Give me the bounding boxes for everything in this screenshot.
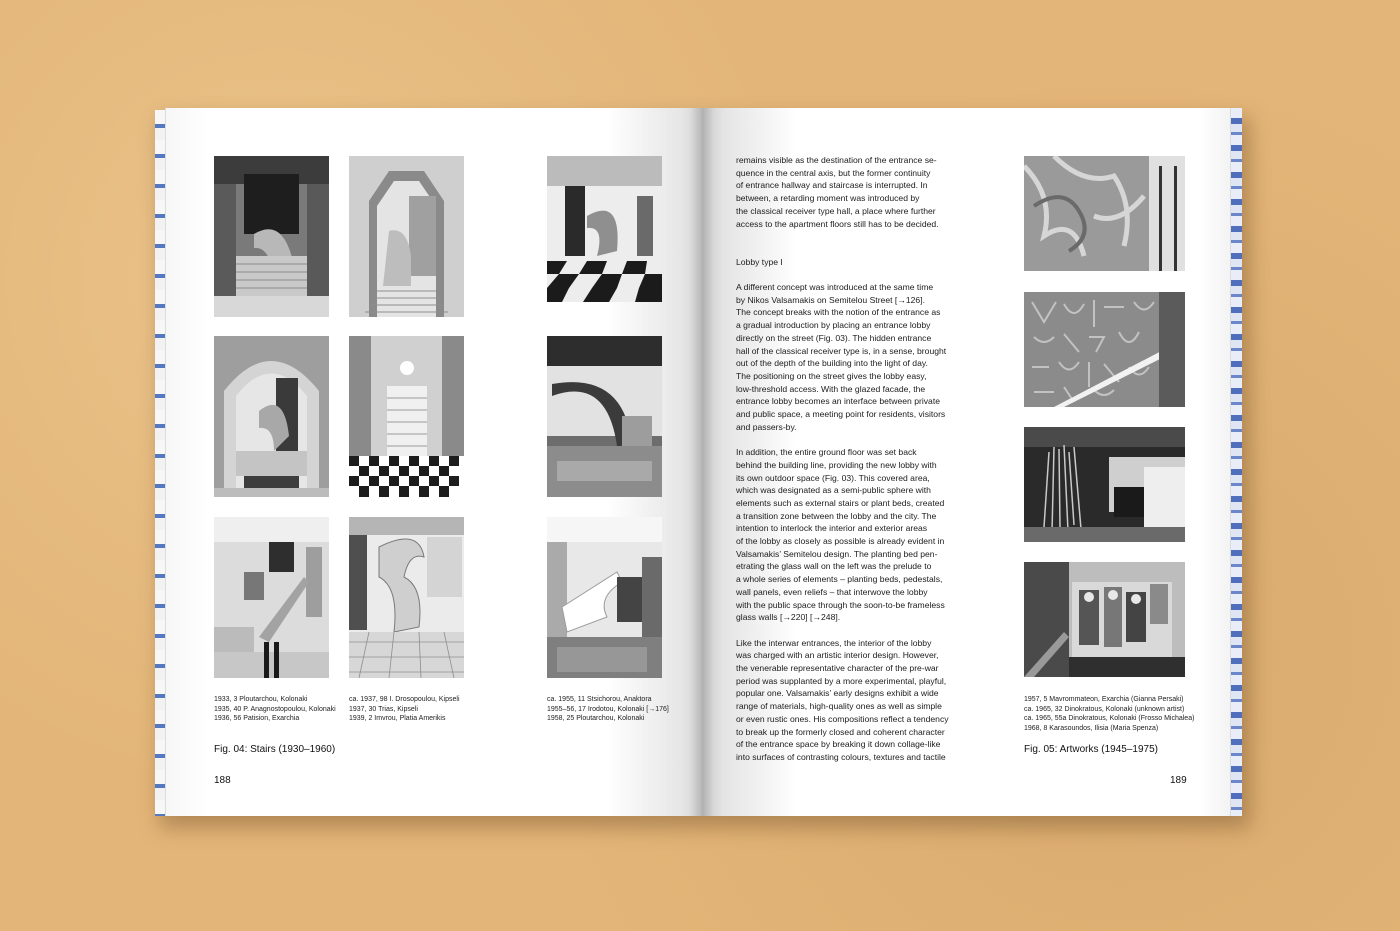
- paragraph: [736, 154, 961, 230]
- paragraph: [736, 281, 961, 433]
- text-line: by Nikos Valsamakis on Semitelou Street [→126].: [736, 294, 925, 305]
- text-line: The concept breaks with the notion of the entrance as: [736, 307, 941, 318]
- text-line: into surfaces of contrasting colours, textures and tactile: [736, 751, 946, 762]
- text-line: remains visible as the destination of the entrance se-: [736, 155, 937, 165]
- text-line: behind the building line, providing the new lobby with: [736, 459, 937, 470]
- caption-line: 1957, 5 Mavrommateon, Exarchia (Gianna Persaki): [1024, 696, 1184, 703]
- text-line: etrating the glass wall on the left was the prelude to: [736, 561, 932, 572]
- text-line: Valsamakis’ Semitelou design. The planting bed pen-: [736, 548, 938, 559]
- caption-column-3: [547, 695, 669, 724]
- caption-line: ca. 1955, 11 Stsichorou, Anaktora: [547, 696, 652, 703]
- text-line: of entrance hallway and staircase is interrupted. In: [736, 180, 928, 191]
- caption-column-2: [349, 695, 460, 724]
- text-line: the classical receiver type hall, a place where further: [736, 205, 936, 216]
- text-line: Like the interwar entrances, the interior of the lobby: [736, 637, 932, 648]
- text-line: a gradual introduction by placing an entrance lobby: [736, 320, 931, 331]
- artwork-photo-3: [1024, 427, 1185, 542]
- body-text: [736, 154, 961, 764]
- right-page: [702, 108, 1231, 816]
- caption-line: 1936, 56 Patision, Exarchia: [214, 715, 300, 722]
- artwork-photo-4: [1024, 562, 1185, 677]
- stair-photo-4: [214, 336, 329, 497]
- caption-line: 1939, 2 Imvrou, Platia Amerikis: [349, 715, 446, 722]
- artwork-photo-1: [1024, 156, 1185, 271]
- text-line: quence in the central axis, but the former continuity: [736, 167, 931, 178]
- stair-photo-3: [547, 156, 662, 302]
- text-line: intention to interlock the interior and exterior areas: [736, 523, 928, 534]
- text-line: glass walls [→220] [→248].: [736, 612, 841, 623]
- text-line: and passers-by.: [736, 421, 797, 432]
- text-line: a transition zone between the lobby and the city. The: [736, 510, 937, 521]
- text-line: the venerable representative character of the pre-war: [736, 663, 939, 674]
- left-page: [165, 108, 703, 816]
- stair-photo-5: [349, 336, 464, 497]
- text-line: entrance lobby becomes an interface between private: [736, 396, 940, 407]
- text-line: In addition, the entire ground floor was set back: [736, 447, 917, 458]
- text-line: elements such as external stairs or plant beds, created: [736, 497, 945, 508]
- text-line: to break up the formerly closed and coherent character: [736, 726, 945, 737]
- text-line: hall of the classical receiver type is, in a sense, brought: [736, 345, 947, 356]
- text-line: of the lobby as closely as possible is already evident in: [736, 536, 945, 547]
- stair-photo-7: [214, 517, 329, 678]
- caption-line: 1935, 40 P. Anagnostopoulou, Kolonaki: [214, 705, 336, 713]
- page-number: 189: [1170, 775, 1187, 786]
- stair-photo-9: [547, 517, 662, 678]
- caption-line: ca. 1965, 32 Dinokratous, Kolonaki (unknown artist): [1024, 705, 1185, 713]
- artwork-captions: [1024, 695, 1194, 733]
- text-line: The positioning on the street gives the lobby easy,: [736, 370, 927, 381]
- text-line: period was supplanted by a more experimental, playful,: [736, 675, 947, 686]
- page-number: 188: [214, 775, 231, 786]
- text-line: was charged with an artistic interior design. However,: [736, 650, 939, 661]
- text-line: which was designated as a semi-public sphere with: [736, 485, 931, 496]
- text-line: access to the apartment floors still has to be decided.: [736, 218, 939, 229]
- caption-line: 1955–56, 17 Irodotou, Kolonaki [→176]: [547, 705, 669, 713]
- section-heading: Lobby type I: [736, 256, 783, 267]
- paragraph: [736, 446, 961, 624]
- book-spine: [690, 108, 714, 816]
- caption-line: ca. 1965, 55a Dinokratous, Kolonaki (Frosso Michalea): [1024, 715, 1195, 722]
- caption-column-1: [214, 695, 336, 724]
- text-line: wall panels, even reliefs – that interwove the lobby: [736, 586, 928, 597]
- text-line: A different concept was introduced at the same time: [736, 281, 934, 292]
- figure-title: Fig. 04: Stairs (1930–1960): [214, 744, 336, 755]
- caption-line: ca. 1937, 98 I. Drosopoulou, Kipseli: [349, 696, 460, 703]
- text-line: a whole series of elements – planting beds, pedestals,: [736, 574, 943, 585]
- stair-photo-2: [349, 156, 464, 317]
- caption-line: 1958, 25 Ploutarchou, Kolonaki: [547, 715, 645, 722]
- text-line: range of materials, high-quality ones as well as simple: [736, 701, 942, 712]
- caption-line: 1937, 30 Trias, Kipseli: [349, 705, 418, 713]
- figure-title: Fig. 05: Artworks (1945–1975): [1024, 744, 1158, 755]
- paragraph: [736, 637, 961, 764]
- text-line: low-threshold access. With the glazed facade, the: [736, 383, 926, 394]
- stair-photo-6: [547, 336, 662, 497]
- caption-line: 1933, 3 Ploutarchou, Kolonaki: [214, 696, 308, 703]
- text-line: its own outdoor space (Fig. 03). This covered area,: [736, 472, 930, 483]
- text-line: directly on the street (Fig. 03). The hidden entrance: [736, 332, 932, 343]
- stair-photo-1: [214, 156, 329, 317]
- artwork-photo-2: [1024, 292, 1185, 407]
- text-line: and public space, a meeting point for residents, visitors: [736, 409, 946, 420]
- text-line: popular one. Valsamakis’ early designs exhibit a wide: [736, 688, 939, 699]
- text-line: of the entrance space by breaking it down collage-like: [736, 739, 941, 750]
- text-line: with the public space through the soon-to-be frameless: [736, 599, 945, 610]
- text-line: between, a retarding moment was introduced by: [736, 193, 920, 204]
- text-line: or even rustic ones. His compositions reflect a tendency: [736, 713, 949, 724]
- text-line: out of the depth of the building into the light of day.: [736, 358, 928, 369]
- caption-line: 1968, 8 Karasoundos, Ilisia (Maria Spenza): [1024, 724, 1159, 732]
- stair-photo-8: [349, 517, 464, 678]
